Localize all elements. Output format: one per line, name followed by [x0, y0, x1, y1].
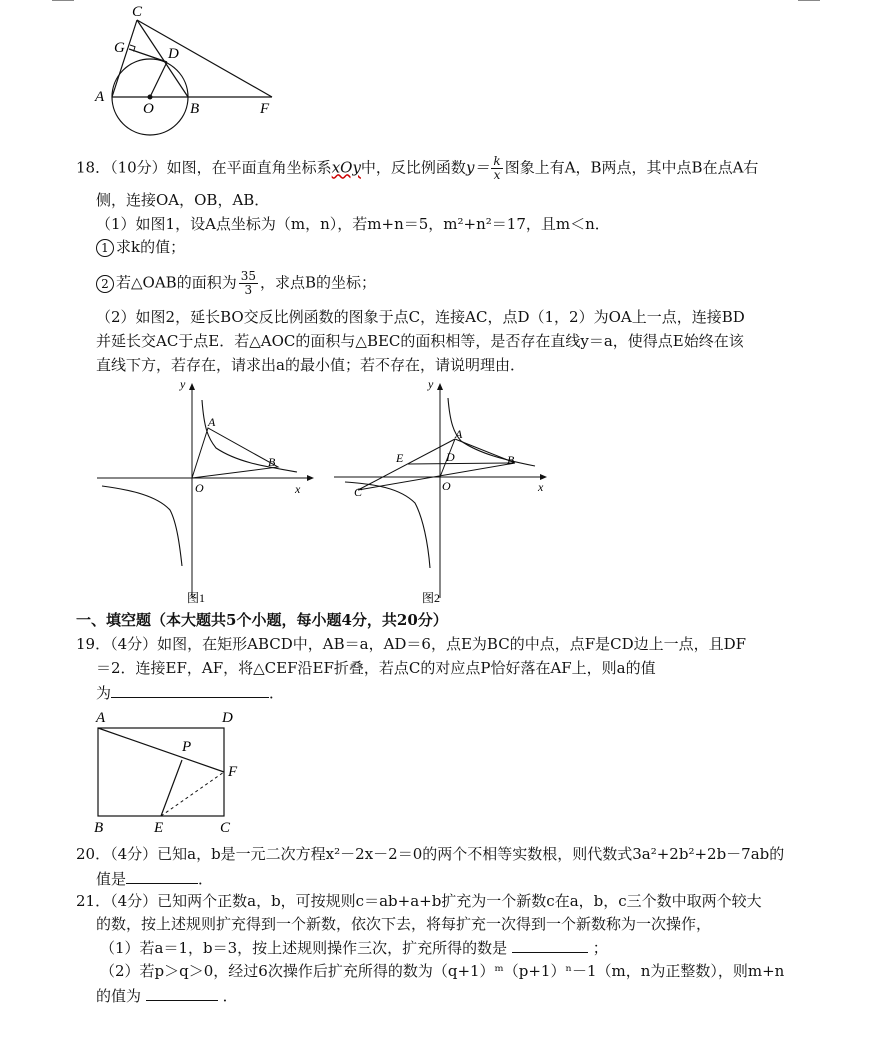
fig-label-b: B: [190, 101, 200, 117]
q18-part2-line1: （2）如图2，延长BO交反比例函数的图象于点C，连接AC，点D（1，2）为OA上一点，连接BD: [96, 308, 745, 326]
q21-line5: 的值为 ．: [96, 984, 238, 1007]
k-over-x-fraction: $\frac{k}{x}$: [493, 154, 501, 182]
q19-line3: 为 ．: [96, 681, 284, 704]
fig-label-d: D: [168, 46, 179, 62]
graph1-label-b: B: [268, 455, 276, 469]
page-corner-mark-right: [798, 0, 820, 1]
q19-line1: 19．（4分）如图，在矩形ABCD中，AB＝a，AD＝6，点E为BC的中点，点F是CD边上一点，且DF: [76, 635, 747, 653]
graph2-label-a: A: [455, 427, 463, 441]
rect-label-e: E: [154, 820, 164, 836]
fig-label-c: C: [132, 4, 143, 20]
q21-line4: （2）若p＞q＞0，经过6次操作后扩充所得的数为（q+1）ᵐ（p+1）ⁿ－1（m，n为正整数），则m+n: [100, 962, 785, 980]
graph2-label-x: x: [538, 480, 544, 494]
graph2-label-o: O: [442, 479, 451, 493]
graph2-label-b: B: [507, 453, 515, 467]
rectangle-fold-figure: [88, 706, 248, 838]
rect-label-c: C: [220, 820, 231, 836]
circled-number-2: 2: [96, 275, 114, 293]
area-fraction: $\frac{35}{3}$: [240, 269, 256, 297]
rect-label-b: B: [94, 820, 104, 836]
q18-line1: 18．（10分）如图，在平面直角坐标系xOy中，反比例函数y＝ $\frac{k}{x}$ 图象上有A，B两点，其中点B在点A右: [76, 154, 759, 182]
graph1-label-o: O: [195, 481, 204, 495]
q21-line3: （1）若a＝1，b＝3，按上述规则操作三次，扩充所得的数是 ；: [100, 936, 608, 959]
rect-label-f: F: [228, 764, 238, 780]
fig-label-a: A: [95, 89, 105, 105]
graph2-label-e: E: [396, 451, 404, 465]
q20-line1: 20．（4分）已知a，b是一元二次方程x²－2x－2＝0的两个不相等实数根，则代数式3a²+2b²+2b－7ab的: [76, 845, 785, 863]
q19-line2: ＝2．连接EF，AF，将△CEF沿EF折叠，若点C的对应点P恰好落在AF上，则a的值: [96, 659, 656, 677]
q20-answer-blank[interactable]: [126, 867, 198, 884]
graph2-label-d: D: [446, 450, 455, 464]
graph1-label-a: A: [208, 415, 216, 429]
page-corner-mark-left: [52, 0, 74, 1]
q18-part2-line2: 并延长交AC于点E．若△AOC的面积与△BEC的面积相等，是否存在直线y＝a，使得点E始终在该: [96, 332, 744, 350]
q21-line1: 21．（4分）已知两个正数a，b，可按规则c＝ab+a+b扩充为一个新数c在a，b，c三个数中取两个较大: [76, 892, 762, 910]
graph1-caption: 图1: [187, 591, 206, 605]
fig-label-o: O: [143, 101, 154, 117]
q19-answer-blank[interactable]: [111, 681, 269, 698]
q21-part2-answer-blank[interactable]: [146, 984, 218, 1001]
circle-triangle-figure: [90, 0, 290, 140]
graph1-label-x: x: [295, 482, 301, 496]
q18-sub1: 1 求k的值；: [96, 236, 185, 258]
circled-number-1: 1: [96, 239, 114, 257]
q18-part2-line3: 直线下方，若存在，请求出a的最小值；若不存在，请说明理由．: [96, 356, 525, 374]
rect-label-d: D: [222, 710, 233, 726]
section-heading: 一、填空题（本大题共5个小题，每小题4分，共20分）: [76, 611, 448, 629]
q18-line3: （1）如图1，设A点坐标为（m，n），若m+n＝5，m²+n²＝17，且m＜n．: [96, 215, 610, 233]
graph2-label-y: y: [428, 378, 434, 391]
rect-label-a: A: [96, 710, 106, 726]
graph2-label-c: C: [354, 485, 363, 499]
q18-sub2: 2 若△OAB的面积为 $\frac{35}{3}$ ，求点B的坐标；: [96, 270, 376, 297]
q21-part1-answer-blank[interactable]: [512, 936, 588, 953]
q20-line2: 值是 ．: [96, 867, 213, 890]
fig-label-g: G: [114, 40, 125, 56]
q21-line2: 的数，按上述规则扩充得到一个新数，依次下去，将每扩充一次得到一个新数称为一次操作，: [96, 915, 712, 933]
xoy-term: xOy: [331, 158, 361, 177]
q18-line2: 侧，连接OA，OB，AB．: [96, 191, 270, 209]
rect-label-p: P: [182, 739, 192, 755]
graph-figure-1: [92, 378, 317, 606]
graph2-caption: 图2: [422, 591, 441, 605]
graph1-label-y: y: [180, 378, 186, 391]
graph-figure-2: [330, 378, 555, 606]
fig-label-f: F: [260, 101, 270, 117]
